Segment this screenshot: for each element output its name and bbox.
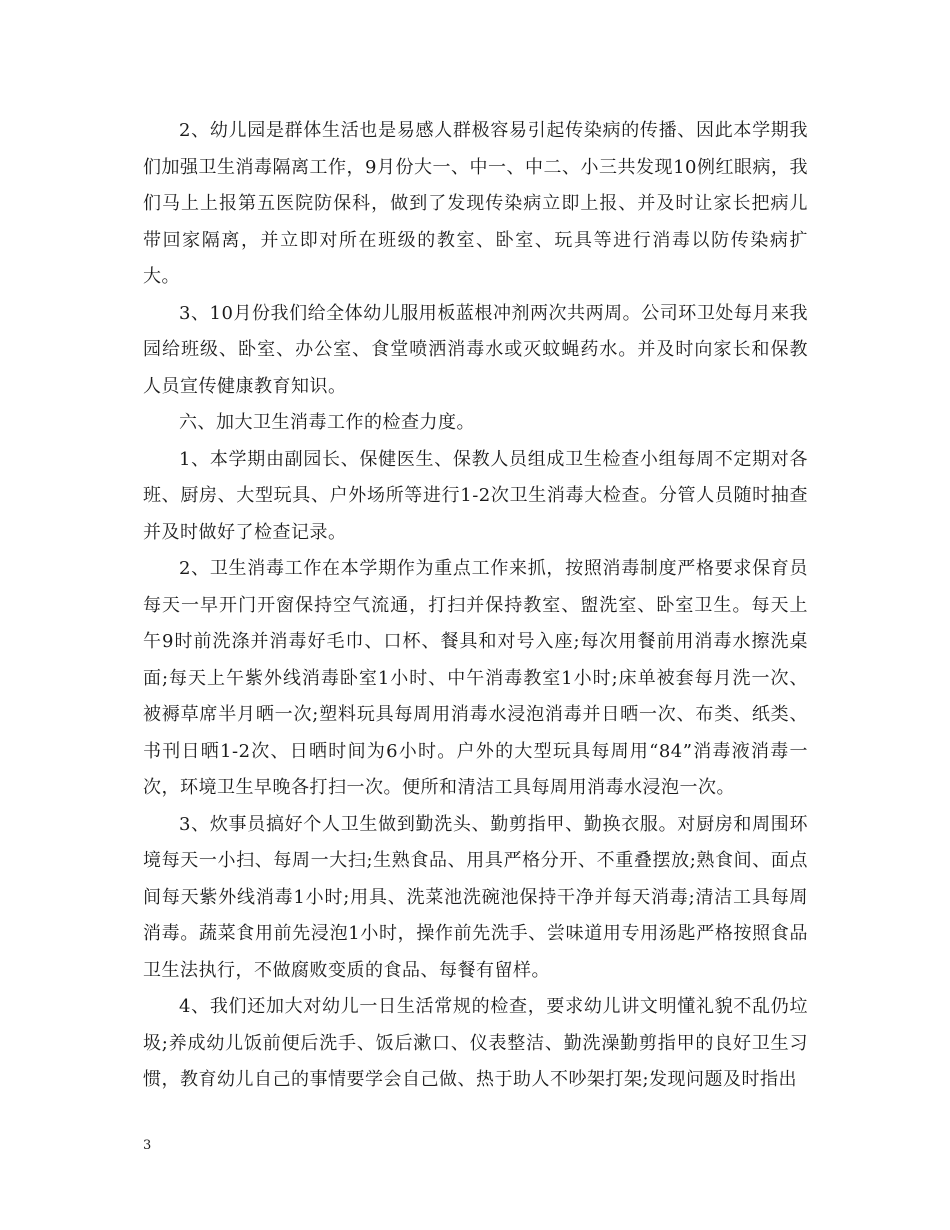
paragraph: 1、本学期由副园长、保健医生、保教人员组成卫生检查小组每周不定期对各班、厨房、大型玩具、户外场所等进行1-2次卫生消毒大检查。分管人员随时抽查并及时做好了检查记录。 — [143, 448, 808, 543]
paragraph: 3、10月份我们给全体幼儿服用板蓝根冲剂两次共两周。公司环卫处每月来我园给班级、卧室、办公室、食堂喷洒消毒水或灭蚊蝇药水。并及时向家长和保教人员宣传健康教育知识。 — [143, 302, 808, 397]
section-heading: 六、加大卫生消毒工作的检查力度。 — [179, 412, 475, 433]
body-text — [143, 113, 808, 1099]
page-number: 3 — [143, 1138, 152, 1153]
paragraph: 2、幼儿园是群体生活也是易感人群极容易引起传染病的传播、因此本学期我们加强卫生消毒隔离工作，9月份大一、中一、中二、小三共发现10例红眼病，我们马上上报第五医院防保科，做到了发现传染病立即上报、并及时让家长把病儿带回家隔离，并立即对所在班级的教室、卧室、玩具等进行消毒以防传染病扩大。 — [143, 120, 808, 287]
paragraph: 4、我们还加大对幼儿一日生活常规的检查，要求幼儿讲文明懂礼貌不乱仍垃圾;养成幼儿饭前便后洗手、饭后漱口、仪表整洁、勤洗澡勤剪指甲的良好卫生习惯，教育幼儿自己的事情要学会自己做、热于助人不吵架打架;发现问题及时指出 — [143, 996, 808, 1090]
paragraph: 3、炊事员搞好个人卫生做到勤洗头、勤剪指甲、勤换衣服。对厨房和周围环境每天一小扫、每周一大扫;生熟食品、用具严格分开、不重叠摆放;熟食间、面点间每天紫外线消毒1小时;用具、洗菜池洗碗池保持干净并每天消毒;清洁工具每周消毒。蔬菜食用前先浸泡1小时，操作前先洗手、尝味道用专用汤匙严格按照食品卫生法执行，不做腐败变质的食品、每餐有留样。 — [143, 813, 808, 981]
paragraph: 2、卫生消毒工作在本学期作为重点工作来抓，按照消毒制度严格要求保育员每天一早开门开窗保持空气流通，打扫并保持教室、盥洗室、卧室卫生。每天上午9时前洗涤并消毒好毛巾、口杯、餐具和对号入座;每次用餐前用消毒水擦洗桌面;每天上午紫外线消毒卧室1小时、中午消毒教室1小时;床单被套每月洗一次、被褥草席半月晒一次;塑料玩具每周用消毒水浸泡消毒并日晒一次、布类、纸类、书刊日晒1-2次、日晒时间为6小时。户外的大型玩具每周用“84”消毒液消毒一次，环境卫生早晚各打扫一次。便所和清洁工具每周用消毒水浸泡一次。 — [143, 558, 808, 798]
